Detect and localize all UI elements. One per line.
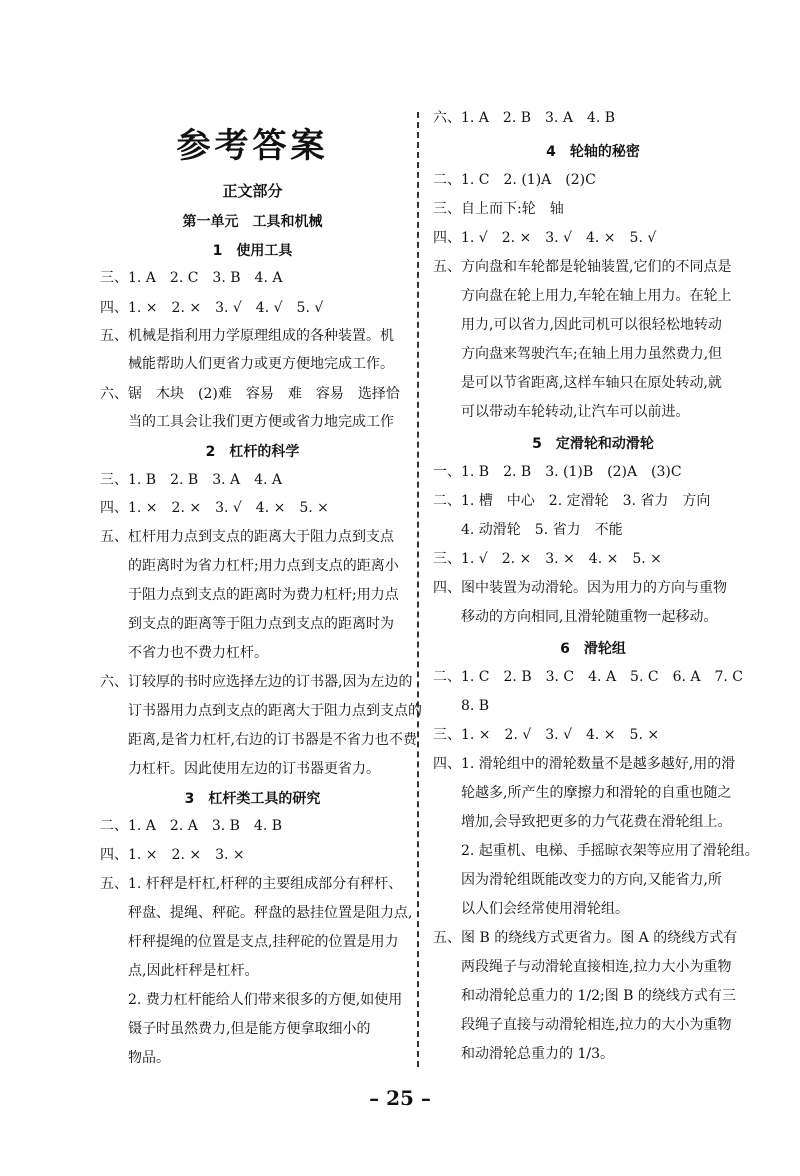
- answer-line: 当的工具会让我们更方便或省力地完成工作: [128, 414, 394, 430]
- answer-line: 一、1. B 2. B 3. (1)B (2)A (3)C: [433, 464, 682, 480]
- answer-line: 距离,是省力杠杆,右边的订书器是不省力也不费: [128, 732, 417, 748]
- answer-line: 四、1. 滑轮组中的滑轮数量不是越多越好,用的滑: [433, 756, 736, 772]
- lesson-heading-2: 2 杠杆的科学: [205, 444, 300, 460]
- page-title: 参考答案: [176, 126, 329, 166]
- lesson-heading-3: 3 杠杆类工具的研究: [184, 791, 321, 807]
- answer-line: 可以带动车轮转动,让汽车可以前进。: [461, 404, 690, 420]
- answer-line: 移动的方向相同,且滑轮随重物一起移动。: [461, 609, 718, 625]
- answer-line: 用力,可以省力,因此司机可以很轻松地转动: [461, 317, 722, 333]
- column-divider: [417, 112, 419, 1067]
- section-heading: 正文部分: [222, 182, 283, 200]
- answer-line: 四、1. √ 2. × 3. √ 4. × 5. √: [433, 230, 657, 246]
- answer-line: 段绳子直接与动滑轮相连,拉力的大小为重物: [461, 1017, 732, 1033]
- answer-line: 镊子时虽然费力,但是能方便拿取细小的: [128, 1021, 371, 1037]
- answer-line: 8. B: [461, 698, 490, 714]
- answer-line: 轮越多,所产生的摩擦力和滑轮的自重也随之: [461, 785, 732, 801]
- answer-line: 六、1. A 2. B 3. A 4. B: [433, 110, 616, 126]
- answer-line: 六、锯 木块 (2)难 容易 难 容易 选择恰: [100, 386, 400, 402]
- answer-line: 以人们会经常使用滑轮组。: [461, 901, 629, 917]
- answer-line: 五、机械是指利用力学原理组成的各种装置。机: [100, 328, 394, 344]
- answer-line: 五、1. 杆秤是杆杠,杆秤的主要组成部分有秤杆、: [100, 876, 403, 892]
- answer-line: 增加,会导致把更多的力气花费在滑轮组上。: [461, 814, 732, 830]
- lesson-heading-5: 5 定滑轮和动滑轮: [532, 436, 654, 452]
- answer-line: 二、1. A 2. A 3. B 4. B: [100, 818, 283, 834]
- answer-line: 二、1. C 2. (1)A (2)C: [433, 172, 596, 188]
- page-number: – 25 –: [369, 1086, 431, 1110]
- answer-line: 械能帮助人们更省力或更方便地完成工作。: [128, 356, 394, 372]
- unit-heading: 第一单元 工具和机械: [182, 214, 323, 230]
- answer-line: 秤盘、提绳、秤砣。秤盘的悬挂位置是阻力点,: [128, 905, 413, 921]
- answer-line: 二、1. C 2. B 3. C 4. A 5. C 6. A 7. C: [433, 669, 744, 685]
- answer-line: 三、1. A 2. C 3. B 4. A: [100, 270, 283, 286]
- answer-line: 三、自上而下:轮 轴: [433, 201, 564, 217]
- answer-line: 订书器用力点到支点的距离大于阻力点到支点的: [128, 703, 422, 719]
- answer-line: 四、1. × 2. × 3. √ 4. × 5. ×: [100, 500, 329, 516]
- answer-line: 二、1. 槽 中心 2. 定滑轮 3. 省力 方向: [433, 493, 711, 509]
- answer-line: 四、1. × 2. × 3. √ 4. √ 5. √: [100, 300, 324, 316]
- answer-line: 2. 费力杠杆能给人们带来很多的方便,如使用: [128, 992, 403, 1008]
- answer-line: 三、1. √ 2. × 3. × 4. × 5. ×: [433, 551, 662, 567]
- answer-line: 五、方向盘和车轮都是轮轴装置,它们的不同点是: [433, 259, 732, 275]
- answer-line: 点,因此杆秤是杠杆。: [128, 963, 259, 979]
- answer-line: 因为滑轮组既能改变力的方向,又能省力,所: [461, 872, 722, 888]
- answer-line: 力杠杆。因此使用左边的订书器更省力。: [128, 761, 380, 777]
- answer-line: 杆秤提绳的位置是支点,挂秤砣的位置是用力: [128, 934, 399, 950]
- answer-line: 方向盘来驾驶汽车;在轴上用力虽然费力,但: [461, 346, 723, 362]
- answer-line: 五、图 B 的绕线方式更省力。图 A 的绕线方式有: [433, 930, 738, 946]
- answer-line: 两段绳子与动滑轮直接相连,拉力大小为重物: [461, 959, 732, 975]
- answer-line: 的距离时为省力杠杆;用力点到支点的距离小: [128, 558, 399, 574]
- answer-line: 是可以节省距离,这样车轴只在原处转动,就: [461, 375, 722, 391]
- lesson-heading-4: 4 轮轴的秘密: [546, 144, 640, 160]
- answer-line: 4. 动滑轮 5. 省力 不能: [461, 522, 623, 538]
- answer-line: 和动滑轮总重力的 1/3。: [461, 1046, 614, 1062]
- answer-line: 四、图中装置为动滑轮。因为用力的方向与重物: [433, 580, 727, 596]
- answer-line: 三、1. B 2. B 3. A 4. A: [100, 472, 283, 488]
- lesson-heading-1: 1 使用工具: [212, 243, 293, 259]
- answer-line: 物品。: [128, 1050, 170, 1066]
- answer-line: 不省力也不费力杠杆。: [128, 645, 268, 661]
- answer-line: 三、1. × 2. √ 3. √ 4. × 5. ×: [433, 727, 660, 743]
- answer-line: 五、杠杆用力点到支点的距离大于阻力点到支点: [100, 529, 394, 545]
- answer-line: 和动滑轮总重力的 1/2;图 B 的绕线方式有三: [461, 988, 736, 1004]
- answer-line: 于阻力点到支点的距离时为费力杠杆;用力点: [128, 587, 399, 603]
- answer-line: 2. 起重机、电梯、手摇晾衣架等应用了滑轮组。: [461, 843, 759, 859]
- lesson-heading-6: 6 滑轮组: [560, 641, 626, 657]
- answer-line: 方向盘在轮上用力,车轮在轴上用力。在轮上: [461, 288, 732, 304]
- answer-line: 到支点的距离等于阻力点到支点的距离时为: [128, 616, 394, 632]
- answer-line: 四、1. × 2. × 3. ×: [100, 847, 245, 863]
- answer-line: 六、订较厚的书时应选择左边的订书器,因为左边的: [100, 674, 413, 690]
